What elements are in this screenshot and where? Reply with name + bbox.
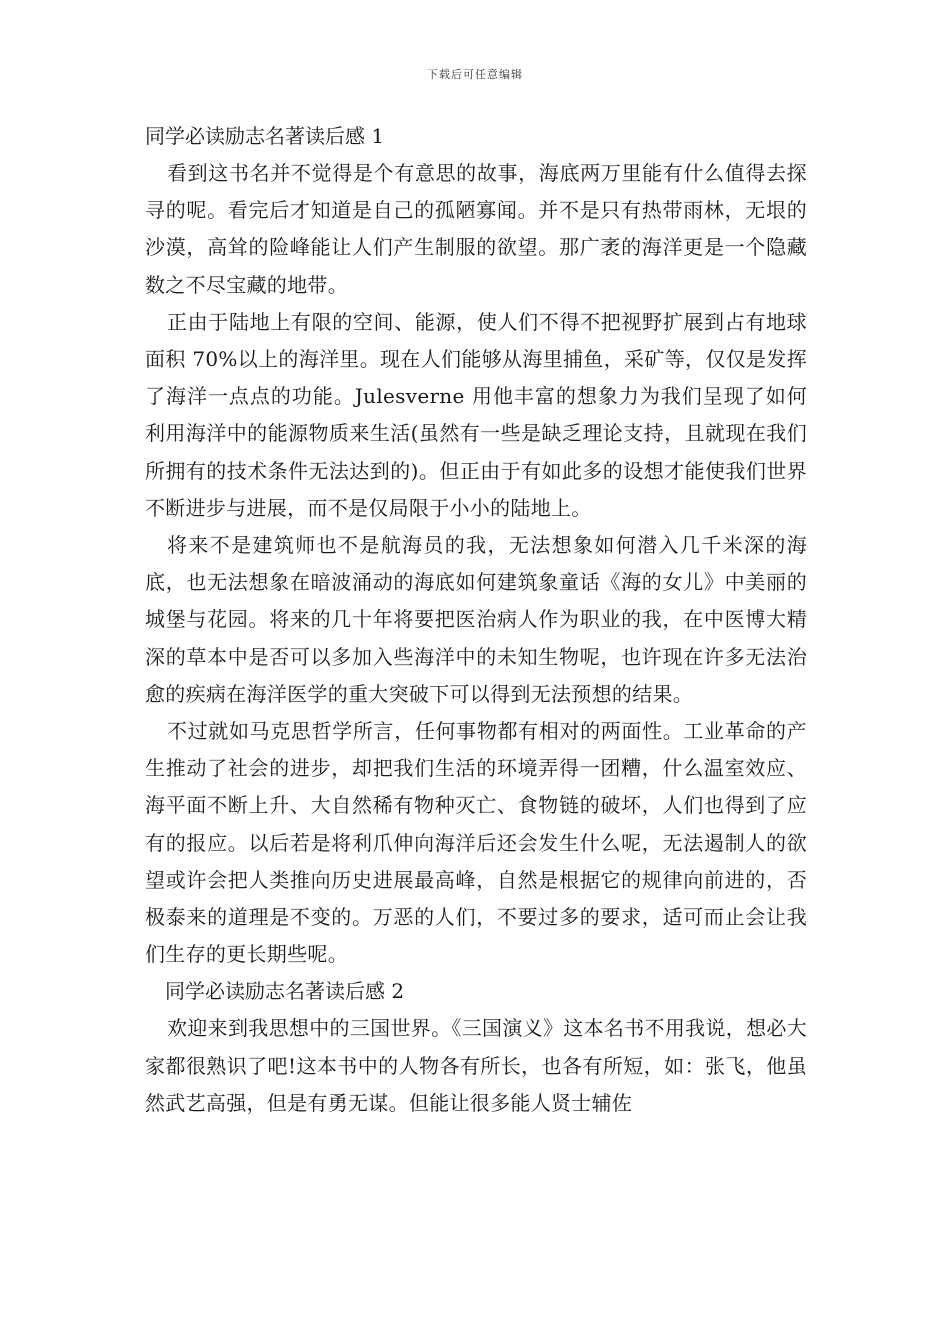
section-1-paragraph: 将来不是建筑师也不是航海员的我，无法想象如何潜入几千米深的海底，也无法想象在暗波涌动的海底如何建筑象童话《海的女儿》中美丽的城堡与花园。将来的几十年将要把医治病人作为职业的我，在中医博大精深的草本中是否可以多加入些海洋中的未知生物呢，也许现在许多无法治愈的疾病在海洋医学的重大突破下可以得到无法预想的结果。 <box>145 533 807 706</box>
section-2-paragraph: 欢迎来到我思想中的三国世界。《三国演义》这本名书不用我说，想必大家都很熟识了吧!这本书中的人物各有所长，也各有所短，如：张飞，他虽然武艺高强，但是有勇无谋。但能让很多能人贤士辅佐 <box>145 1016 807 1115</box>
section-1-paragraph: 不过就如马克思哲学所言，任何事物都有相对的两面性。工业革命的产生推动了社会的进步，却把我们生活的环境弄得一团糟，什么温室效应、海平面不断上升、大自然稀有物种灭亡、食物链的破坏，人们也得到了应有的报应。以后若是将利爪伸向海洋后还会发生什么呢，无法遏制人的欲望或许会把人类推向历史进展最高峰，自然是根据它的规律向前进的，否极泰来的道理是不变的。万恶的人们，不要过多的要求，适可而止会让我们生存的更长期些呢。 <box>145 719 807 967</box>
section-1-paragraph: 正由于陆地上有限的空间、能源，使人们不得不把视野扩展到占有地球面积 70%以上的海洋里。现在人们能够从海里捕鱼，采矿等，仅仅是发挥了海洋一点点的功能。Julesverne 用他丰富的想象力为我们呈现了如何利用海洋中的能源物质来生活(虽然有一些是缺乏理论支持，且就现在我们所拥有的技术条件无法达到的)。但正由于有如此多的设想才能使我们世界不断进步与进展，而不是仅局限于小小的陆地上。 <box>145 309 807 520</box>
page-header-note: 下载后可任意编辑 <box>427 68 523 81</box>
section-2-title: 同学必读励志名著读后感 2 <box>165 979 405 1004</box>
section-1-paragraph: 看到这书名并不觉得是个有意思的故事，海底两万里能有什么值得去探寻的呢。看完后才知道是自己的孤陋寡闻。并不是只有热带雨林，无垠的沙漠，高耸的险峰能让人们产生制服的欲望。那广袤的海洋更是一个隐藏数之不尽宝藏的地带。 <box>145 161 807 297</box>
document-body <box>145 118 807 1122</box>
section-1-title: 同学必读励志名著读后感 1 <box>145 124 385 148</box>
